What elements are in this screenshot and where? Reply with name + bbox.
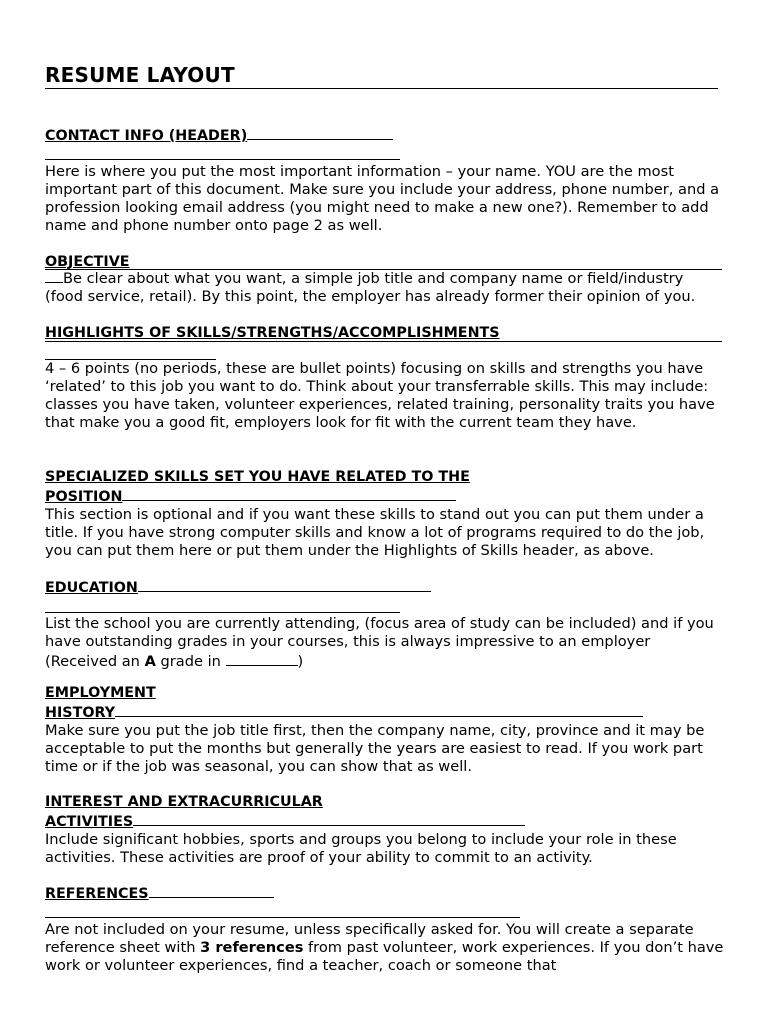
- employment-heading-line2: HISTORY: [45, 705, 116, 721]
- references-count: 3 references: [200, 939, 304, 956]
- section-references: [45, 883, 725, 975]
- education-body: List the school you are currently attending, (focus area of study can be included) and if you have outstanding grades in your courses, this is always impressive to an employer (Received an: [45, 615, 714, 670]
- heading-underline: [45, 159, 400, 160]
- interest-heading-line1: INTEREST AND EXTRACURRICULAR: [45, 794, 323, 810]
- contact-heading: CONTACT INFO (HEADER): [45, 128, 248, 144]
- specialized-heading-line1: SPECIALIZED SKILLS SET YOU HAVE RELATED TO THE: [45, 469, 470, 485]
- grade-blank: [226, 651, 298, 666]
- grade-letter: A: [144, 653, 156, 670]
- highlights-heading: HIGHLIGHTS OF SKILLS/STRENGTHS/ACCOMPLISHMENTS: [45, 325, 500, 341]
- section-contact: [45, 125, 725, 235]
- heading-rule: [122, 486, 456, 501]
- employment-heading-line1: EMPLOYMENT: [45, 685, 156, 701]
- section-highlights: [45, 324, 725, 432]
- section-objective: [45, 253, 725, 306]
- heading-rule: [138, 577, 431, 592]
- interest-body: Include significant hobbies, sports and groups you belong to include your role in these activities. These activities are proof of your ability to commit to an activity.: [45, 831, 677, 866]
- page-title: RESUME LAYOUT: [45, 62, 718, 89]
- specialized-body: This section is optional and if you want these skills to stand out you can put them under a title. If you have strong computer skills and know a lot of programs required to do the job, you can put them here or put them under the Highlights of Skills header, as above.: [45, 506, 705, 559]
- section-employment: [45, 684, 725, 776]
- specialized-heading-line2: POSITION: [45, 489, 123, 505]
- objective-heading: OBJECTIVE: [45, 254, 130, 270]
- education-body-cont: grade in: [155, 653, 226, 670]
- blank-rule: [45, 270, 63, 283]
- interest-heading-line2: ACTIVITIES: [45, 814, 134, 830]
- heading-underline: [45, 612, 400, 613]
- section-interest: [45, 793, 725, 867]
- employment-body: Make sure you put the job title first, then the company name, city, province and it may be acceptable to put the months but generally the years are easiest to read. If you work part time or if the job was seasonal, you can show that as well.: [45, 722, 705, 775]
- section-specialized: [45, 468, 725, 560]
- heading-underline: [45, 359, 216, 360]
- education-heading: EDUCATION: [45, 580, 138, 596]
- heading-rule: [149, 883, 274, 898]
- references-body-cont: from past volunteer, work experiences. If you don’t have work or volunteer experiences, find a teacher, coach or someone that: [45, 939, 724, 974]
- objective-body: Be clear about what you want, a simple job title and company name or field/industry (food service, retail). By this point, the employer has already former their opinion of you.: [45, 270, 696, 305]
- heading-rule: [247, 125, 393, 140]
- references-body: Are not included on your resume, unless specifically asked for. You will create a separate reference sheet with: [45, 921, 694, 956]
- references-heading: REFERENCES: [45, 886, 149, 902]
- education-body-end: ): [297, 653, 304, 670]
- heading-rule: [133, 811, 525, 826]
- highlights-body: 4 – 6 points (no periods, these are bullet points) focusing on skills and strengths you have ‘related’ to this job you want to do. Think about your transferrable skills. This may include: classes you have taken, volunteer experiences, related training, personality traits you have that make you a good fit, employers look for fit with the current team they have.: [45, 360, 715, 431]
- contact-body: Here is where you put the most important information – your name. YOU are the most important part of this document. Make sure you include your address, phone number, and a profession looking email address (you might need to make a new one?). Remember to add name and phone number onto page 2 as well.: [45, 163, 720, 234]
- heading-underline: [45, 917, 520, 918]
- heading-rule: [115, 702, 643, 717]
- section-education: [45, 577, 725, 671]
